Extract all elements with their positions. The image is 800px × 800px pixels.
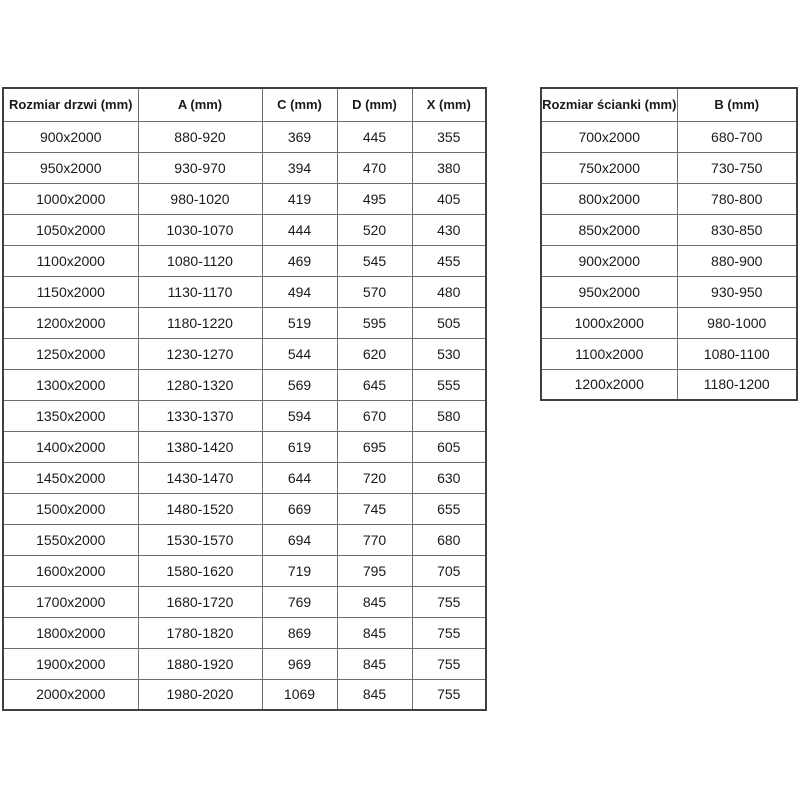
- table-cell: 519: [262, 307, 337, 338]
- table-cell: 645: [337, 369, 412, 400]
- table-row: [3, 121, 486, 152]
- table-row: [541, 307, 797, 338]
- table-cell: 1780-1820: [138, 617, 262, 648]
- table-cell: 630: [412, 462, 486, 493]
- table-row: [541, 276, 797, 307]
- wall-sizes-table-body: [541, 121, 797, 400]
- table-cell: 1300x2000: [3, 369, 138, 400]
- column-header: B (mm): [677, 88, 797, 121]
- table-cell: 1900x2000: [3, 648, 138, 679]
- table-cell: 1080-1100: [677, 338, 797, 369]
- table-cell: 594: [262, 400, 337, 431]
- table-row: [3, 648, 486, 679]
- table-cell: 845: [337, 586, 412, 617]
- table-cell: 1200x2000: [3, 307, 138, 338]
- table-cell: 1130-1170: [138, 276, 262, 307]
- table-cell: 1500x2000: [3, 493, 138, 524]
- table-row: [3, 276, 486, 307]
- table-cell: 980-1020: [138, 183, 262, 214]
- table-cell: 900x2000: [3, 121, 138, 152]
- table-cell: 430: [412, 214, 486, 245]
- column-header: X (mm): [412, 88, 486, 121]
- table-cell: 850x2000: [541, 214, 677, 245]
- table-cell: 1000x2000: [3, 183, 138, 214]
- table-cell: 620: [337, 338, 412, 369]
- table-cell: 1000x2000: [541, 307, 677, 338]
- table-cell: 1250x2000: [3, 338, 138, 369]
- table-cell: 1550x2000: [3, 524, 138, 555]
- table-cell: 1680-1720: [138, 586, 262, 617]
- column-header: D (mm): [337, 88, 412, 121]
- table-cell: 480: [412, 276, 486, 307]
- table-row: [3, 400, 486, 431]
- table-cell: 1150x2000: [3, 276, 138, 307]
- table-cell: 1380-1420: [138, 431, 262, 462]
- table-cell: 570: [337, 276, 412, 307]
- table-cell: 700x2000: [541, 121, 677, 152]
- table-cell: 520: [337, 214, 412, 245]
- table-row: [3, 617, 486, 648]
- table-row: [3, 214, 486, 245]
- table-cell: 780-800: [677, 183, 797, 214]
- table-cell: 869: [262, 617, 337, 648]
- table-cell: 1600x2000: [3, 555, 138, 586]
- table-cell: 755: [412, 586, 486, 617]
- table-cell: 1700x2000: [3, 586, 138, 617]
- table-cell: 745: [337, 493, 412, 524]
- table-cell: 1880-1920: [138, 648, 262, 679]
- table-row: [3, 524, 486, 555]
- table-cell: 1280-1320: [138, 369, 262, 400]
- table-cell: 470: [337, 152, 412, 183]
- table-cell: 544: [262, 338, 337, 369]
- table-cell: 355: [412, 121, 486, 152]
- table-cell: 1400x2000: [3, 431, 138, 462]
- table-row: [3, 431, 486, 462]
- table-cell: 1980-2020: [138, 679, 262, 710]
- table-cell: 1100x2000: [541, 338, 677, 369]
- table-cell: 845: [337, 648, 412, 679]
- table-cell: 845: [337, 679, 412, 710]
- table-cell: 750x2000: [541, 152, 677, 183]
- table-cell: 1180-1220: [138, 307, 262, 338]
- table-row: [3, 493, 486, 524]
- table-row: [3, 555, 486, 586]
- table-cell: 769: [262, 586, 337, 617]
- table-cell: 1230-1270: [138, 338, 262, 369]
- table-row: [541, 121, 797, 152]
- table-cell: 755: [412, 617, 486, 648]
- table-cell: 930-950: [677, 276, 797, 307]
- table-cell: 950x2000: [3, 152, 138, 183]
- table-cell: 800x2000: [541, 183, 677, 214]
- column-header: C (mm): [262, 88, 337, 121]
- table-cell: 880-920: [138, 121, 262, 152]
- table-cell: 1580-1620: [138, 555, 262, 586]
- table-row: [3, 183, 486, 214]
- table-cell: 455: [412, 245, 486, 276]
- table-cell: 605: [412, 431, 486, 462]
- table-cell: 405: [412, 183, 486, 214]
- table-row: [3, 338, 486, 369]
- table-cell: 669: [262, 493, 337, 524]
- table-cell: 720: [337, 462, 412, 493]
- table-row: [3, 462, 486, 493]
- table-row: [3, 586, 486, 617]
- table-cell: 655: [412, 493, 486, 524]
- table-cell: 1180-1200: [677, 369, 797, 400]
- column-header: Rozmiar drzwi (mm): [3, 88, 138, 121]
- table-cell: 845: [337, 617, 412, 648]
- table-cell: 505: [412, 307, 486, 338]
- table-row: [3, 369, 486, 400]
- table-cell: 1450x2000: [3, 462, 138, 493]
- table-cell: 555: [412, 369, 486, 400]
- table-cell: 755: [412, 679, 486, 710]
- table-cell: 680-700: [677, 121, 797, 152]
- table-cell: 719: [262, 555, 337, 586]
- table-cell: 1330-1370: [138, 400, 262, 431]
- table-cell: 494: [262, 276, 337, 307]
- table-cell: 930-970: [138, 152, 262, 183]
- table-cell: 394: [262, 152, 337, 183]
- table-cell: 950x2000: [541, 276, 677, 307]
- table-cell: 469: [262, 245, 337, 276]
- table-cell: 1350x2000: [3, 400, 138, 431]
- table-cell: 1050x2000: [3, 214, 138, 245]
- table-row: [3, 245, 486, 276]
- column-header: Rozmiar ścianki (mm): [541, 88, 677, 121]
- table-cell: 680: [412, 524, 486, 555]
- table-cell: 795: [337, 555, 412, 586]
- wall-sizes-table: [540, 87, 798, 401]
- table-row: [3, 679, 486, 710]
- column-header: A (mm): [138, 88, 262, 121]
- door-sizes-table: [2, 87, 487, 711]
- table-cell: 1200x2000: [541, 369, 677, 400]
- table-cell: 1030-1070: [138, 214, 262, 245]
- table-cell: 755: [412, 648, 486, 679]
- table-cell: 545: [337, 245, 412, 276]
- table-cell: 495: [337, 183, 412, 214]
- table-cell: 444: [262, 214, 337, 245]
- table-row: [3, 152, 486, 183]
- table-cell: 900x2000: [541, 245, 677, 276]
- table-cell: 530: [412, 338, 486, 369]
- table-cell: 1069: [262, 679, 337, 710]
- table-cell: 619: [262, 431, 337, 462]
- table-row: [541, 338, 797, 369]
- table-row: [541, 245, 797, 276]
- table-cell: 1800x2000: [3, 617, 138, 648]
- table-cell: 580: [412, 400, 486, 431]
- table-row: [541, 214, 797, 245]
- table-row: [541, 183, 797, 214]
- table-cell: 644: [262, 462, 337, 493]
- table-cell: 980-1000: [677, 307, 797, 338]
- table-cell: 1080-1120: [138, 245, 262, 276]
- table-cell: 569: [262, 369, 337, 400]
- table-cell: 419: [262, 183, 337, 214]
- table-row: [541, 152, 797, 183]
- door-sizes-header-row: [3, 88, 486, 121]
- table-cell: 830-850: [677, 214, 797, 245]
- table-cell: 445: [337, 121, 412, 152]
- table-cell: 705: [412, 555, 486, 586]
- table-cell: 595: [337, 307, 412, 338]
- table-row: [541, 369, 797, 400]
- table-cell: 969: [262, 648, 337, 679]
- table-row: [3, 307, 486, 338]
- table-cell: 770: [337, 524, 412, 555]
- table-cell: 1480-1520: [138, 493, 262, 524]
- table-cell: 695: [337, 431, 412, 462]
- table-cell: 1430-1470: [138, 462, 262, 493]
- table-cell: 880-900: [677, 245, 797, 276]
- table-cell: 369: [262, 121, 337, 152]
- table-cell: 694: [262, 524, 337, 555]
- table-cell: 1530-1570: [138, 524, 262, 555]
- table-cell: 670: [337, 400, 412, 431]
- table-cell: 730-750: [677, 152, 797, 183]
- table-cell: 2000x2000: [3, 679, 138, 710]
- table-cell: 1100x2000: [3, 245, 138, 276]
- door-sizes-table-body: [3, 121, 486, 710]
- wall-sizes-header-row: [541, 88, 797, 121]
- table-cell: 380: [412, 152, 486, 183]
